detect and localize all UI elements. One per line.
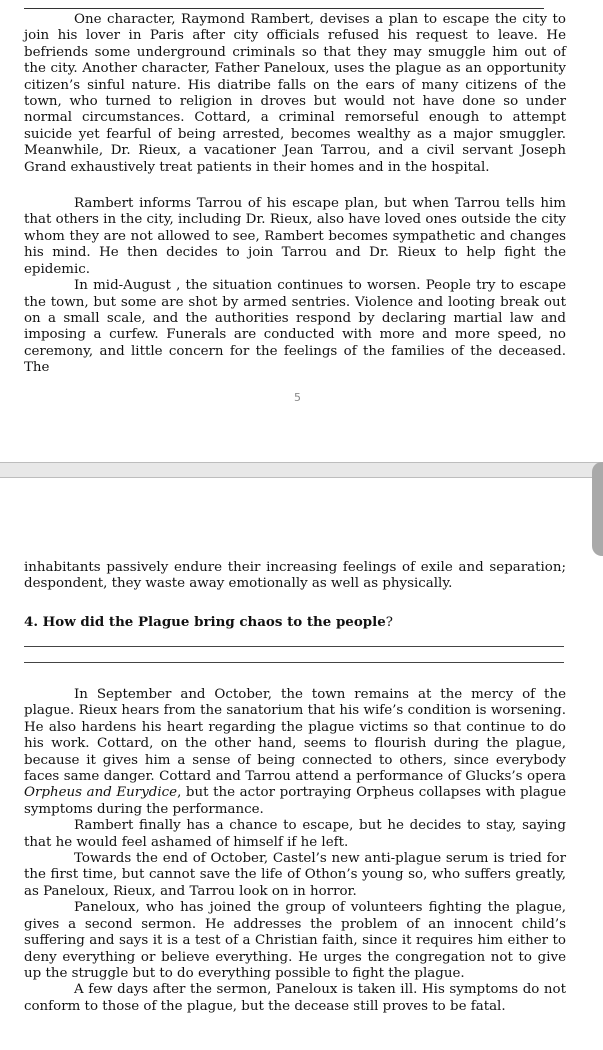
paragraph-second-sermon: Paneloux, who has joined the group of volunteers fighting the plague, gives a second sermon. He addresses the problem of an innocent child’s suffering and says it is a test of a Christian faith, since it requires him either to deny everything or believe everything. He urges the congregation not to give up the struggle but to do everything possible to fight the plague. [24,900,566,981]
question-heading [24,614,566,630]
paragraph-september-october [24,687,566,818]
question-text: 4. How did the Plague bring chaos to the people [24,614,386,630]
paragraph-rambert-stays: Rambert finally has a chance to escape, but he decides to stay, saying that he would feel ashamed of himself if he left. [24,818,566,850]
question-mark: ? [385,615,393,630]
paragraph-september-end: , but the actor portraying Orpheus collapses with plague symptoms during the performance. [24,785,566,817]
document-page-5 [0,0,603,462]
text-block-top [24,12,566,377]
paragraph-continuation: inhabitants passively endure their increasing feelings of exile and separation; despondent, they waste away emotionally as well as physically. [24,560,566,592]
scrollbar-thumb[interactable] [592,462,603,556]
page-number: 5 [294,391,301,404]
answer-line-1 [24,646,564,647]
paragraph-castel-serum: Towards the end of October, Castel’s new anti-plague serum is tried for the first time, but cannot save the life of Othon’s young so, who suffers greatly, as Paneloux, Rieux, and Tarrou look on in horror. [24,851,566,899]
paragraph-mid-august: In mid-August , the situation continues to worsen. People try to escape the town, but some are shot by armed sentries. Violence and looting break out on a small scale, and the authorities respond by declaring martial law and imposing a curfew. Funerals are conducted with more and more speed, no ceremony, and little concern for the feelings of the families of the deceased. The [24,278,566,376]
paragraph-rambert-informs: Rambert informs Tarrou of his escape plan, but when Tarrou tells him that others in the city, including Dr. Rieux, also have loved ones outside the city whom they are not allowed to see, Rambert becomes sympathetic and changes his mind. He then decides to join Tarrou and Dr. Rieux to help fight the epidemic. [24,196,566,277]
paragraph-paneloux-ill: A few days after the sermon, Paneloux is taken ill. His symptoms do not conform to those of the plague, but the decease still proves to be fatal. [24,982,566,1014]
paragraph-rambert-plan: One character, Raymond Rambert, devises a plan to escape the city to join his lover in Paris after city officials refused his request to leave. He befriends some underground criminals so that they may smuggle him out of the city. Another character, Father Paneloux, uses the plague as an opportunity citizen’s sinful nature. His diatribe falls on the ears of many citizens of the town, who turned to religion in droves but would not have done so under normal circumstances. Cottard, a criminal remorseful enough to attempt suicide yet fearful of being arrested, becomes wealthy as a major smuggler. Meanwhile, Dr. Rieux, a vacationer Jean Tarrou, and a civil servant Joseph Grand exhaustively treat patients in their homes and in the hospital. [24,12,566,175]
page-separator [0,462,603,478]
text-block-continuation [24,560,566,593]
opera-title: Orpheus and Eurydice [24,785,178,801]
text-block-bottom [24,687,566,1015]
paragraph-september-text: In September and October, the town remains at the mercy of the plague. Rieux hears from the sanatorium that his wife’s condition is worsening. He also hardens his heart regarding the plague victims so that continue to do his work. Cottard, on the other hand, seems to flourish during the plague, because it gives him a sense of being connected to others, since everybody faces same danger. Cottard and Tarrou attend a performance of Glucks’s opera [24,687,566,785]
top-rule-divider [24,8,544,9]
answer-line-2 [24,662,564,663]
